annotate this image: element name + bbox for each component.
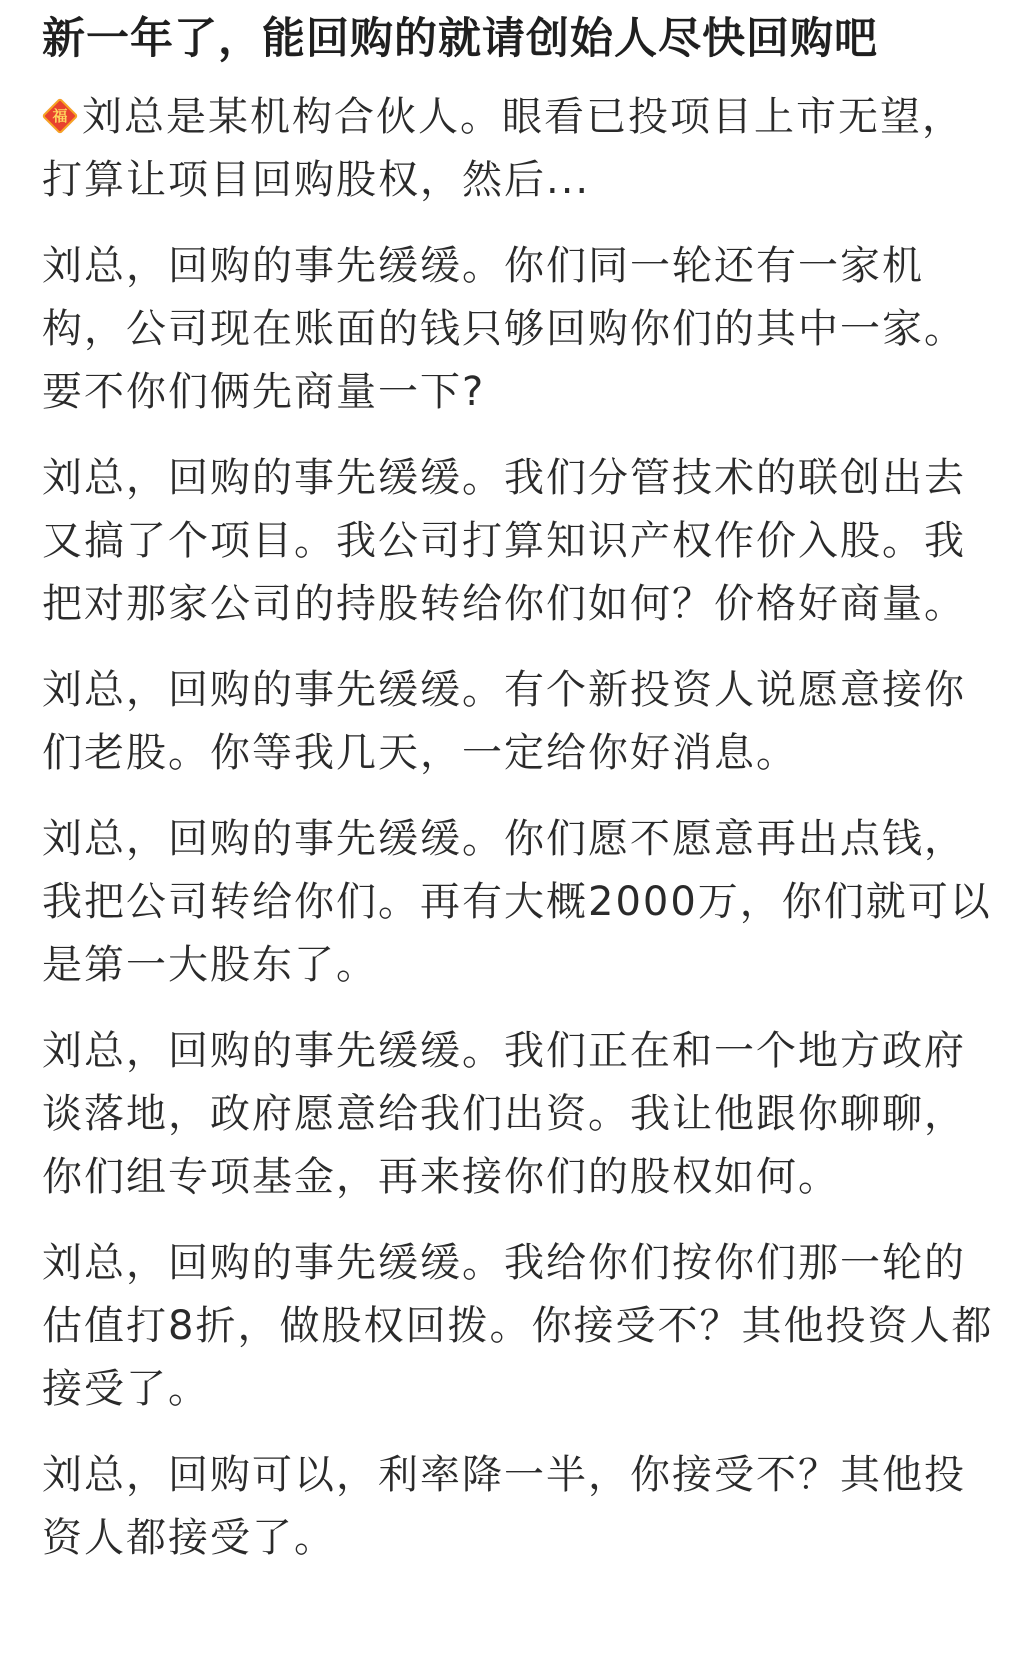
paragraph: 刘总，回购的事先缓缓。我们正在和一个地方政府谈落地，政府愿意给我们出资。我让他跟你聊聊，你们组专项基金，再来接你们的股权如何。: [42, 1028, 966, 1200]
paragraph: 刘总，回购的事先缓缓。我们分管技术的联创出去又搞了个项目。我公司打算知识产权作价入股。我把对那家公司的持股转给你们如何？价格好商量。: [42, 455, 966, 627]
post-title: 新一年了，能回购的就请创始人尽快回购吧: [42, 14, 878, 64]
post-content: [42, 8, 994, 1593]
paragraph: 刘总，回购可以，利率降一半，你接受不？其他投资人都接受了。: [42, 1452, 966, 1561]
paragraph: 刘总，回购的事先缓缓。我给你们按你们那一轮的估值打8折，做股权回拨。你接受不？其他投资人都接受了。: [42, 1240, 994, 1412]
paragraph: 刘总，回购的事先缓缓。你们同一轮还有一家机构，公司现在账面的钱只够回购你们的其中一家。要不你们俩先商量一下?: [42, 243, 966, 415]
intro-paragraph: [42, 86, 994, 212]
paragraph: 刘总，回购的事先缓缓。你们愿不愿意再出点钱，我把公司转给你们。再有大概2000万，你们就可以是第一大股东了。: [42, 816, 992, 988]
intro-text: 刘总是某机构合伙人。眼看已投项目上市无望，打算让项目回购股权，然后...: [42, 94, 964, 203]
fu-diamond-icon: 福: [42, 98, 78, 134]
paragraph: 刘总，回购的事先缓缓。有个新投资人说愿意接你们老股。你等我几天，一定给你好消息。: [42, 667, 966, 776]
